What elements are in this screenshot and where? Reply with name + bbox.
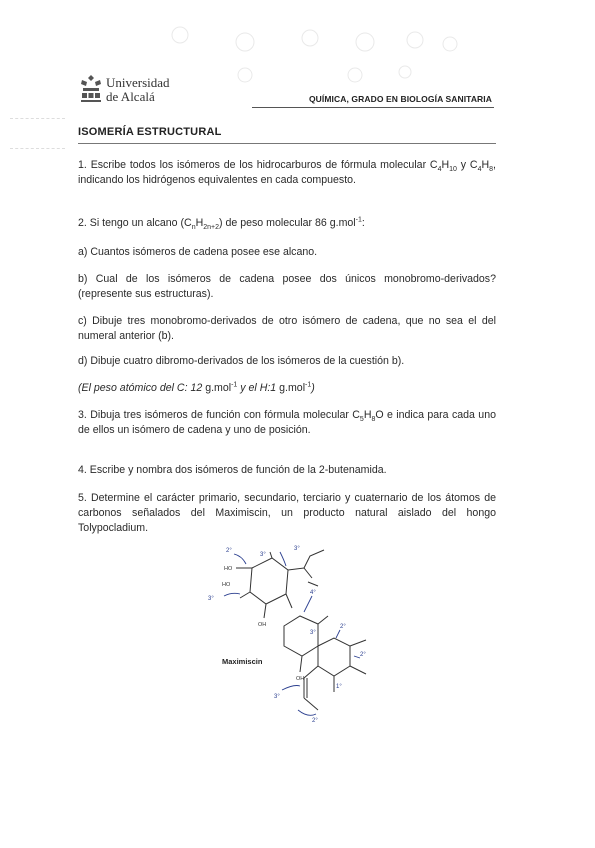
note-text: y el H:1 <box>237 382 280 394</box>
question-text: Si tengo un alcano (C <box>89 217 192 229</box>
svg-text:2°: 2° <box>312 718 318 724</box>
question-text: , indicando los hidrógenos equivalentes en cada compuesto. <box>78 159 496 186</box>
university-name-line1: Universidad <box>106 75 170 90</box>
margin-mark <box>10 148 65 149</box>
oh-label-mid: OH <box>258 622 267 628</box>
superscript: -1 <box>231 381 238 389</box>
university-logo-icon <box>78 74 104 104</box>
question-5 <box>78 491 496 536</box>
question-number: 5. <box>78 492 87 504</box>
university-name-line2: de Alcalá <box>106 89 155 104</box>
svg-text:3°: 3° <box>294 546 300 552</box>
note-unit: g.mol <box>279 382 306 394</box>
question-number: 4. <box>78 464 87 476</box>
subscript: n <box>191 224 196 232</box>
superscript: -1 <box>305 381 312 389</box>
subscript: 10 <box>449 166 457 174</box>
maximiscin-structure-diagram <box>200 538 390 738</box>
svg-text:1°: 1° <box>336 684 342 690</box>
subscript: 2n+2 <box>203 224 220 232</box>
svg-text:4°: 4° <box>310 590 316 596</box>
question-text: : <box>361 217 365 229</box>
course-title: QUÍMICA, GRADO EN BIOLOGÍA SANITARIA <box>308 94 492 104</box>
subscript: 8 <box>371 416 376 424</box>
oh-label-bottom: OH <box>296 676 305 682</box>
question-1 <box>78 158 496 188</box>
question-text: H <box>363 409 372 421</box>
svg-text:2°: 2° <box>226 548 232 554</box>
question-4 <box>78 463 496 478</box>
subscript: 4 <box>437 166 442 174</box>
question-text: Determine el carácter primario, secundario, terciario y cuaternario de los átomos de carbonos señalados del Maximiscin, un producto natural aislado del hongo Tolypocladium. <box>78 492 496 534</box>
question-text: Escribe todos los isómeros de los hidrocarburos de fórmula molecular C <box>90 159 438 171</box>
question-3 <box>78 408 496 438</box>
question-2b: b) Cual de los isómeros de cadena posee dos únicos monobromo-derivados? (represente sus estructuras). <box>78 273 496 300</box>
subscript: 4 <box>477 166 482 174</box>
question-text: H <box>441 159 450 171</box>
question-2a: a) Cuantos isómeros de cadena posee ese alcano. <box>78 246 318 258</box>
svg-text:3°: 3° <box>274 694 280 700</box>
svg-text:3°: 3° <box>260 552 266 558</box>
question-text: ) de peso molecular 86 g.mol <box>219 217 356 229</box>
note-text: (El peso atómico del C: 12 <box>78 382 206 394</box>
university-name <box>106 76 170 104</box>
question-text: Escribe y nombra dos isómeros de función de la 2-butenamida. <box>89 464 387 476</box>
question-text: Dibuja tres isómeros de función con fórmula molecular C <box>90 409 360 421</box>
margin-mark <box>10 118 65 119</box>
svg-text:3°: 3° <box>310 630 316 636</box>
question-text: O e indica para cada uno de ellos un isómero de cadena y uno de posición. <box>78 409 496 436</box>
title-divider <box>78 143 496 144</box>
header-divider <box>252 107 494 108</box>
question-number: 2. <box>78 217 87 229</box>
question-number: 1. <box>78 159 87 171</box>
question-number: 3. <box>78 409 87 421</box>
page-title: ISOMERÍA ESTRUCTURAL <box>78 126 222 138</box>
question-text: H <box>195 217 204 229</box>
ho-label-left: HO <box>222 582 231 588</box>
ho-label-top: HO <box>224 566 233 572</box>
page-header <box>78 74 494 110</box>
question-2c: c) Dibuje tres monobromo-derivados de otro isómero de cadena, que no sea el del numeral anterior (b). <box>78 315 496 342</box>
note-unit: g.mol <box>205 382 232 394</box>
molecule-name-label: Maximiscin <box>222 657 263 666</box>
question-2d: d) Dibuje cuatro dibromo-derivados de los isómeros de la cuestión b). <box>78 355 405 367</box>
svg-text:3°: 3° <box>208 596 214 602</box>
question-2 <box>78 216 496 231</box>
atomic-weight-note <box>78 381 496 396</box>
svg-text:2°: 2° <box>340 624 346 630</box>
note-text: ) <box>311 382 315 394</box>
superscript: -1 <box>355 216 362 224</box>
svg-text:2°: 2° <box>360 652 366 658</box>
question-text: H <box>481 159 490 171</box>
subscript: 8 <box>489 166 494 174</box>
subscript: 5 <box>359 416 364 424</box>
question-text: y C <box>460 159 478 171</box>
